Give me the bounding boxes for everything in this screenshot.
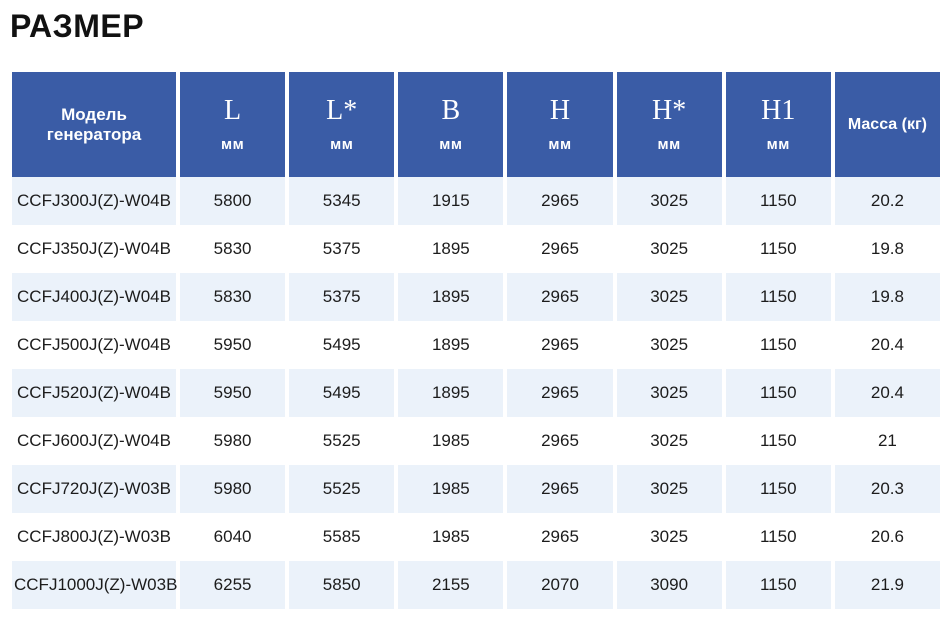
value-cell: 3025: [617, 225, 722, 273]
header-model: Модель генератора: [12, 72, 176, 177]
dim-letter: B: [441, 94, 461, 126]
value-cell: 5800: [180, 177, 285, 225]
value-cell: 1895: [398, 369, 503, 417]
value-cell: 1150: [726, 321, 831, 369]
value-cell: 5375: [289, 273, 394, 321]
dim-unit: мм: [330, 135, 354, 153]
value-cell: 2965: [507, 273, 612, 321]
value-cell: 2965: [507, 513, 612, 561]
page-title: РАЗМЕР: [10, 8, 145, 44]
model-cell: CCFJ1000J(Z)-W03B: [12, 561, 176, 609]
header-dim-h: [507, 72, 612, 177]
header-row: [12, 72, 940, 177]
value-cell: 3025: [617, 417, 722, 465]
value-cell: 2965: [507, 177, 612, 225]
table-header: [12, 72, 940, 177]
value-cell: 2965: [507, 417, 612, 465]
value-cell: 1150: [726, 177, 831, 225]
value-cell: 2965: [507, 321, 612, 369]
value-cell: 1895: [398, 321, 503, 369]
value-cell: 1150: [726, 273, 831, 321]
value-cell: 3025: [617, 177, 722, 225]
model-cell: CCFJ720J(Z)-W03B: [12, 465, 176, 513]
table-body: [12, 177, 940, 609]
value-cell: 2965: [507, 225, 612, 273]
value-cell: 20.4: [835, 369, 940, 417]
value-cell: 1895: [398, 225, 503, 273]
value-cell: 1985: [398, 465, 503, 513]
value-cell: 2965: [507, 465, 612, 513]
value-cell: 1150: [726, 417, 831, 465]
dim-unit: мм: [439, 135, 463, 153]
value-cell: 5980: [180, 465, 285, 513]
value-cell: 1915: [398, 177, 503, 225]
header-mass: Масса (кг): [835, 72, 940, 177]
value-cell: 3090: [617, 561, 722, 609]
table-row: [12, 417, 940, 465]
table-row: [12, 225, 940, 273]
model-cell: CCFJ500J(Z)-W04B: [12, 321, 176, 369]
model-cell: CCFJ600J(Z)-W04B: [12, 417, 176, 465]
value-cell: 5980: [180, 417, 285, 465]
model-cell: CCFJ520J(Z)-W04B: [12, 369, 176, 417]
value-cell: 20.4: [835, 321, 940, 369]
value-cell: 5525: [289, 417, 394, 465]
value-cell: 3025: [617, 513, 722, 561]
table-row: [12, 513, 940, 561]
value-cell: 5585: [289, 513, 394, 561]
value-cell: 1150: [726, 225, 831, 273]
table-row: [12, 273, 940, 321]
table-row: [12, 561, 940, 609]
value-cell: 5495: [289, 369, 394, 417]
value-cell: 1150: [726, 513, 831, 561]
header-dim-b: [398, 72, 503, 177]
model-cell: CCFJ350J(Z)-W04B: [12, 225, 176, 273]
value-cell: 21: [835, 417, 940, 465]
table-row: [12, 369, 940, 417]
value-cell: 6255: [180, 561, 285, 609]
dim-letter: H*: [652, 94, 687, 126]
header-dim-h-star: [617, 72, 722, 177]
value-cell: 1150: [726, 465, 831, 513]
value-cell: 6040: [180, 513, 285, 561]
value-cell: 2155: [398, 561, 503, 609]
value-cell: 3025: [617, 465, 722, 513]
value-cell: 1895: [398, 273, 503, 321]
value-cell: 3025: [617, 369, 722, 417]
table-row: [12, 321, 940, 369]
value-cell: 1985: [398, 417, 503, 465]
value-cell: 5345: [289, 177, 394, 225]
value-cell: 5950: [180, 321, 285, 369]
value-cell: 2070: [507, 561, 612, 609]
value-cell: 20.3: [835, 465, 940, 513]
value-cell: 19.8: [835, 225, 940, 273]
value-cell: 5830: [180, 273, 285, 321]
value-cell: 20.6: [835, 513, 940, 561]
dim-letter: L*: [326, 94, 358, 126]
dim-unit: мм: [657, 135, 681, 153]
header-dim-l: [180, 72, 285, 177]
model-cell: CCFJ800J(Z)-W03B: [12, 513, 176, 561]
value-cell: 19.8: [835, 273, 940, 321]
dim-unit: мм: [220, 135, 245, 153]
dim-letter: H: [549, 94, 571, 126]
value-cell: 5525: [289, 465, 394, 513]
value-cell: 3025: [617, 273, 722, 321]
value-cell: 5950: [180, 369, 285, 417]
model-cell: CCFJ300J(Z)-W04B: [12, 177, 176, 225]
dim-unit: мм: [548, 135, 572, 153]
size-spec-table: [8, 72, 944, 609]
value-cell: 1150: [726, 369, 831, 417]
table-row: [12, 465, 940, 513]
value-cell: 5830: [180, 225, 285, 273]
dim-letter: L: [224, 94, 242, 126]
value-cell: 1150: [726, 561, 831, 609]
value-cell: 3025: [617, 321, 722, 369]
header-dim-l-star: [289, 72, 394, 177]
value-cell: 21.9: [835, 561, 940, 609]
value-cell: 5495: [289, 321, 394, 369]
header-dim-h1: [726, 72, 831, 177]
value-cell: 5375: [289, 225, 394, 273]
dim-unit: мм: [766, 135, 790, 153]
dim-letter: H1: [761, 94, 796, 126]
model-cell: CCFJ400J(Z)-W04B: [12, 273, 176, 321]
table-row: [12, 177, 940, 225]
value-cell: 1985: [398, 513, 503, 561]
value-cell: 20.2: [835, 177, 940, 225]
value-cell: 5850: [289, 561, 394, 609]
value-cell: 2965: [507, 369, 612, 417]
